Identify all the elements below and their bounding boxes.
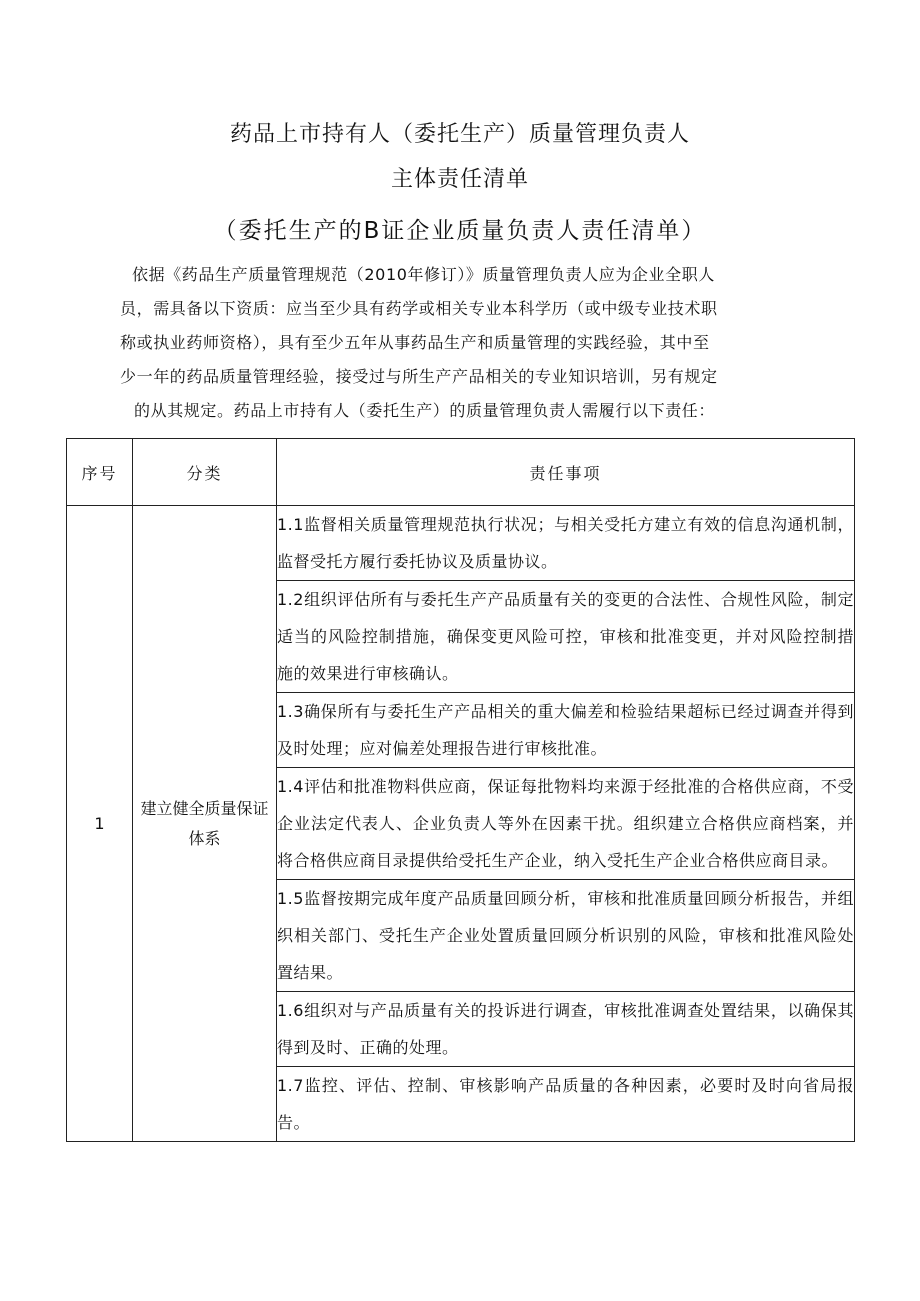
responsibility-table: [66, 438, 855, 1142]
table-row: [67, 506, 855, 581]
responsibility-item: 1.3确保所有与委托生产产品相关的重大偏差和检验结果超标已经过调查并得到及时处理；应对偏差处理报告进行审核批准。: [277, 693, 855, 768]
intro-line: 的从其规定。药品上市持有人（委托生产）的质量管理负责人需履行以下责任：: [134, 401, 716, 420]
responsibility-item: 1.7监控、评估、控制、审核影响产品质量的各种因素，必要时及时向省局报告。: [277, 1067, 855, 1142]
header-seq: 序号: [67, 439, 133, 506]
header-items: 责任事项: [277, 439, 855, 506]
intro-line: 员，需具备以下资质：应当至少具有药学或相关专业本科学历（或中级专业技术职: [120, 299, 718, 318]
header-category: 分类: [133, 439, 277, 506]
intro-line: 称或执业药师资格），具有至少五年从事药品生产和质量管理的实践经验，其中至: [120, 333, 710, 352]
responsibility-item: 1.6组织对与产品质量有关的投诉进行调查，审核批准调查处置结果，以确保其得到及时、正确的处理。: [277, 992, 855, 1067]
intro-paragraph: [120, 258, 810, 428]
intro-line: 依据《药品生产质量管理规范（2010年修订）》质量管理负责人应为企业全职人: [132, 265, 715, 284]
intro-line: 少一年的药品质量管理经验，接受过与所生产产品相关的专业知识培训，另有规定: [120, 367, 718, 386]
document-scope-title: （委托生产的B证企业质量负责人责任清单）: [213, 218, 707, 244]
responsibility-item: 1.1监督相关质量管理规范执行状况；与相关受托方建立有效的信息沟通机制，监督受托方履行委托协议及质量协议。: [277, 506, 855, 581]
responsibility-item: 1.4评估和批准物料供应商，保证每批物料均来源于经批准的合格供应商，不受企业法定代表人、企业负责人等外在因素干扰。组织建立合格供应商档案，并将合格供应商目录提供给受托生产企业，纳入受托生产企业合格供应商目录。: [277, 768, 855, 880]
document-subtitle: 主体责任清单: [390, 167, 529, 192]
group-seq: 1: [67, 506, 133, 1142]
responsibility-item: 1.5监督按期完成年度产品质量回顾分析，审核和批准质量回顾分析报告，并组织相关部门、受托生产企业处置质量回顾分析识别的风险，审核和批准风险处置结果。: [277, 880, 855, 992]
responsibility-item: 1.2组织评估所有与委托生产产品质量有关的变更的合法性、合规性风险，制定适当的风险控制措施，确保变更风险可控，审核和批准变更，并对风险控制措施的效果进行审核确认。: [277, 581, 855, 693]
table-header-row: [67, 439, 855, 506]
group-category: 建立健全质量保证体系: [133, 506, 277, 1142]
document-title: 药品上市持有人（委托生产）质量管理负责人: [229, 122, 690, 147]
